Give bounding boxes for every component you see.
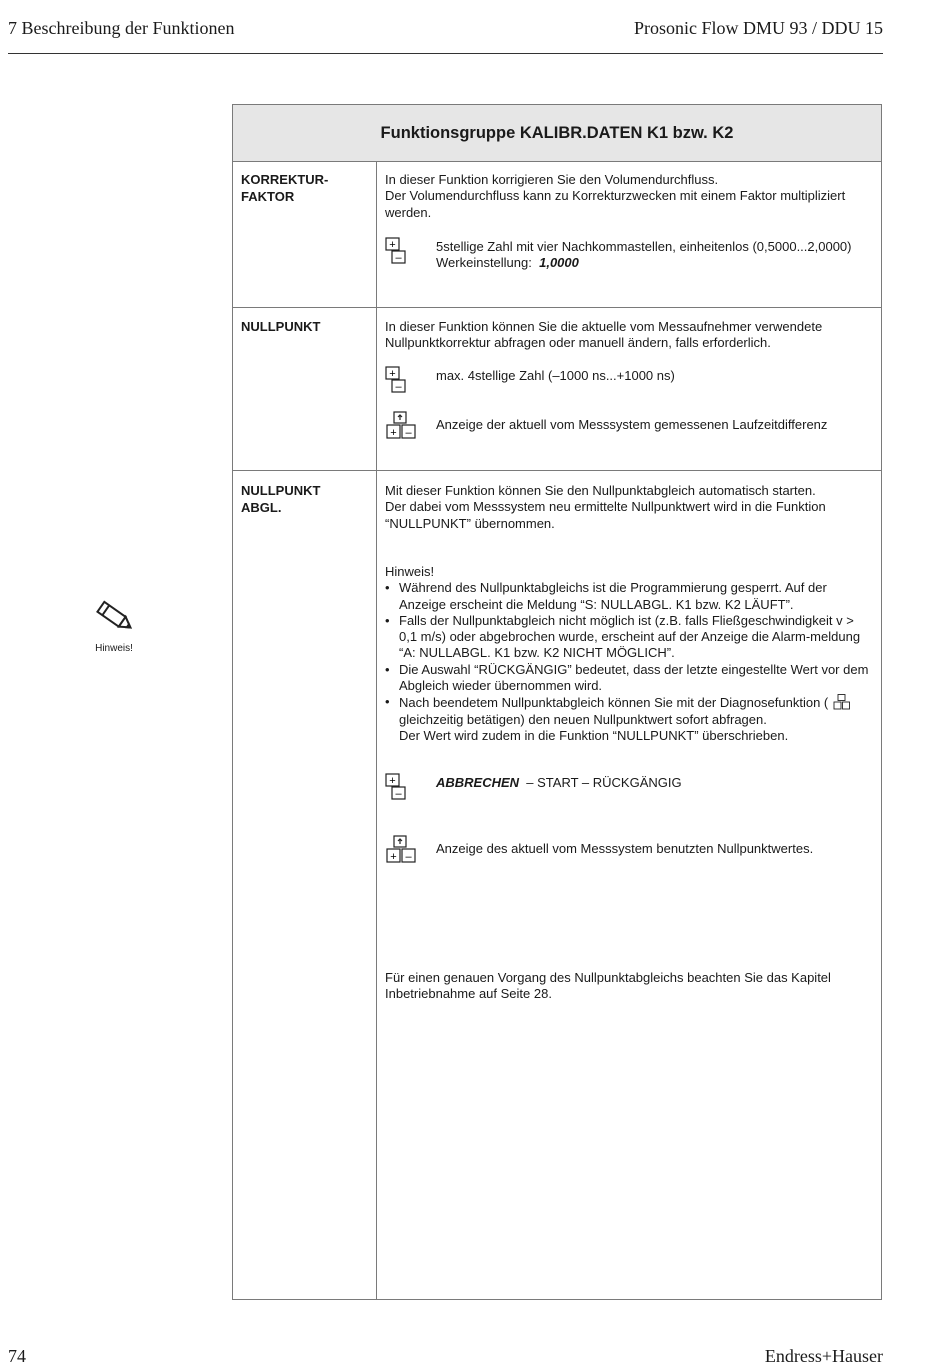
row-divider — [233, 307, 881, 308]
note-title: Hinweis! — [385, 564, 435, 579]
note-item: • Falls der Nullpunktabgleich nicht möglich ist (z.B. falls Fließgeschwindigkeit v > 0,1 m/s) oder abgebrochen wurde, erscheint auf der Anzeige die Alarm-meldung “A: NULLABGL. K1 bzw. K2 NICHT MÖGLICH”. — [399, 613, 875, 662]
note-item: • Während des Nullpunktabgleichs ist die Programmierung gesperrt. Auf der Anzeige erscheint die Meldung “S: NULLABGL. K1 bzw. K2 LÄUFT”. — [399, 580, 875, 613]
function-name-korrekturfaktor: KORREKTUR- FAKTOR — [241, 172, 329, 204]
note-item-text: Nach beendetem Nullpunktabgleich können Sie mit der Diagnosefunktion ( — [399, 695, 829, 711]
table-title: Funktionsgruppe KALIBR.DATEN K1 bzw. K2 — [233, 105, 881, 162]
note-item-text: Der Wert wird zudem in die Funktion “NULLPUNKT” überschrieben. — [399, 727, 789, 743]
description-line: Mit dieser Funktion können Sie den Nullpunktabgleich automatisch starten. — [385, 483, 816, 498]
pencil-icon — [90, 596, 138, 636]
footnote-text: Für einen genauen Vorgang des Nullpunktabgleichs beachten Sie das Kapitel Inbetriebnahme auf Seite 28. — [385, 970, 831, 1002]
svg-text:+: + — [389, 368, 396, 380]
key-description: Anzeige des aktuell vom Messsystem benutzten Nullpunktwertes. — [436, 841, 814, 856]
function-table — [232, 104, 882, 1300]
description-line: In dieser Funktion korrigieren Sie den Volumendurchfluss. — [385, 172, 719, 187]
running-header-chapter: 7 Beschreibung der Funktionen — [8, 18, 235, 38]
svg-text:–: – — [395, 381, 402, 393]
option-list: – START – RÜCKGÄNGIG — [526, 775, 682, 790]
header-rule — [8, 53, 883, 54]
page-number: 74 — [8, 1346, 26, 1366]
option-selected: ABBRECHEN — [436, 775, 520, 790]
svg-text:–: – — [395, 252, 402, 264]
enter-plus-minus-keys-icon — [385, 835, 421, 865]
plus-minus-keys-icon — [385, 366, 407, 396]
enter-plus-minus-keys-icon — [385, 411, 421, 441]
function-description — [385, 172, 875, 221]
value-range: max. 4stellige Zahl (–1000 ns...+1000 ns) — [436, 368, 675, 383]
note-item-text: gleichzeitig betätigen) den neuen Nullpunktwert sofort abfragen. — [399, 711, 767, 727]
function-description — [385, 483, 875, 532]
svg-text:+: + — [389, 239, 396, 251]
note-item: • Die Auswahl “RÜCKGÄNGIG” bedeutet, dass der letzte eingestellte Wert vor dem Abgleich wieder übernommen wird. — [399, 662, 875, 695]
description-line: Der Volumendurchfluss kann zu Korrekturzwecken mit einem Faktor multipliziert werden. — [385, 188, 846, 220]
description-line: Der dabei vom Messsystem neu ermittelte Nullpunktwert wird in die Funktion “NULLPUNKT” übernommen. — [385, 499, 826, 531]
note-item — [399, 694, 875, 744]
side-note-label: Hinweis! — [95, 643, 133, 654]
svg-text:–: – — [405, 851, 412, 863]
svg-text:–: – — [405, 427, 412, 439]
column-divider — [376, 161, 377, 1299]
description-line: In dieser Funktion können Sie die aktuelle vom Messaufnehmer verwendete Nullpunktkorrektur abfragen oder manuell ändern, falls erforderlich. — [385, 319, 823, 351]
brand-name: Endress+Hauser — [764, 1346, 883, 1366]
running-header-product: Prosonic Flow DMU 93 / DDU 15 — [633, 18, 883, 38]
footnote — [385, 970, 875, 1003]
default-label: Werkeinstellung: — [436, 255, 532, 271]
note-block — [385, 564, 875, 744]
function-name-nullpunkt-abgl: NULLPUNKT ABGL. — [241, 483, 321, 515]
key-description: Anzeige der aktuell vom Messsystem gemessenen Laufzeitdifferenz — [436, 417, 828, 432]
enter-plus-minus-keys-icon — [832, 694, 852, 710]
function-name-nullpunkt: NULLPUNKT — [241, 319, 321, 334]
svg-text:–: – — [395, 788, 402, 800]
svg-text:+: + — [390, 851, 397, 863]
side-note — [84, 596, 144, 654]
svg-text:+: + — [390, 427, 397, 439]
default-value: 1,0000 — [539, 255, 579, 271]
value-range: 5stellige Zahl mit vier Nachkommastellen, einheitenlos (0,5000...2,0000) — [436, 239, 852, 254]
svg-text:+: + — [389, 775, 396, 787]
plus-minus-keys-icon — [385, 237, 407, 267]
row-divider — [233, 470, 881, 471]
plus-minus-keys-icon — [385, 773, 407, 803]
function-description — [385, 319, 875, 352]
